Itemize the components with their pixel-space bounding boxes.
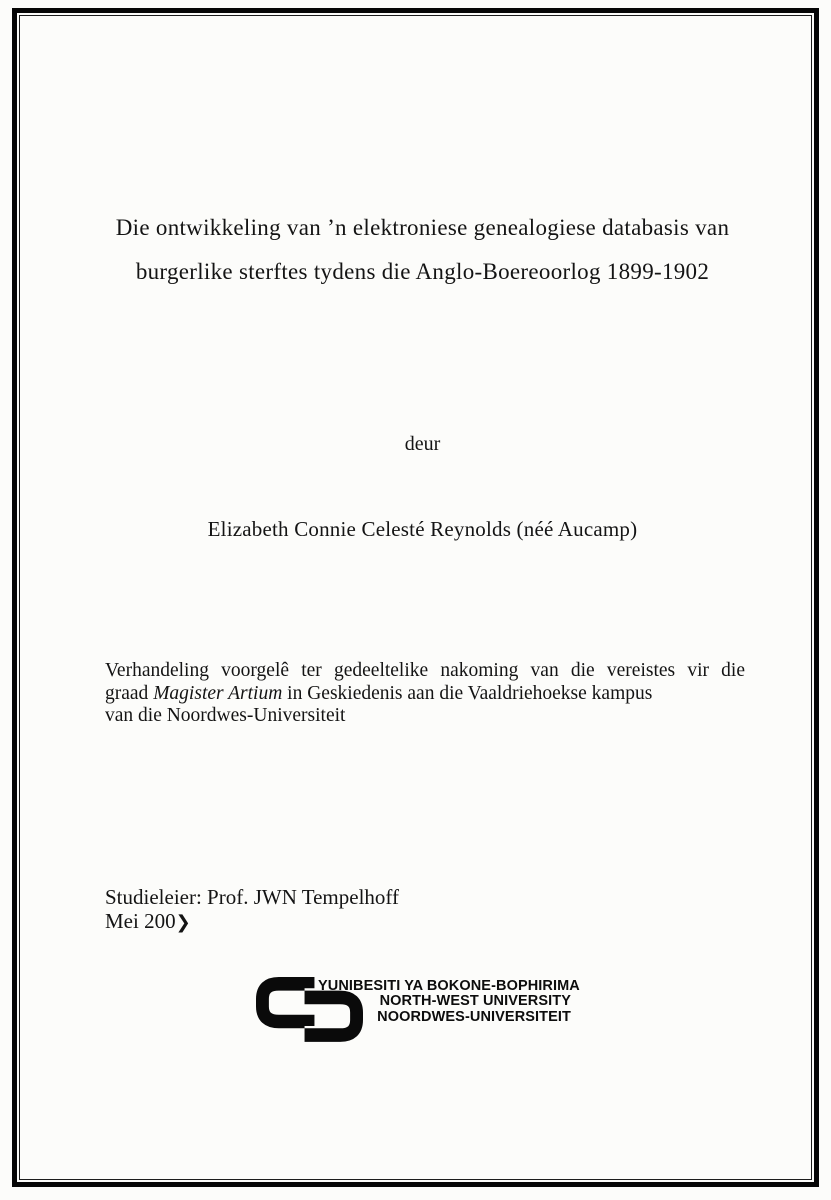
university-name-english: NORTH-WEST UNIVERSITY <box>379 993 571 1010</box>
university-name-setswana: YUNIBESITI YA BOKONE-BOPHIRIMA <box>318 978 580 994</box>
degree-name-italic: Magister Artium <box>153 682 283 704</box>
university-wordmark <box>318 978 580 1025</box>
statement-line-2 <box>105 683 745 706</box>
submission-statement <box>105 660 745 728</box>
author-name: Elizabeth Connie Celesté Reynolds (néé Aucamp) <box>207 517 638 541</box>
title-line-1: Die ontwikkeling van ’n elektroniese genealogiese databasis van <box>115 215 730 240</box>
date-line <box>105 910 399 935</box>
date-text: Mei 200 <box>105 908 176 933</box>
statement-line-2-prefix: graad <box>105 682 154 704</box>
statement-line-3: van die Noordwes-Universiteit <box>105 705 346 726</box>
statement-line-1: Verhandeling voorgelê ter gedeeltelike nakoming van die vereistes vir die <box>105 660 745 681</box>
statement-line-2-suffix: in Geskiedenis aan die Vaaldriehoekse kampus <box>282 682 653 704</box>
date-last-digit-glyph: ❯ <box>175 911 191 933</box>
supervisor-line: Studieleier: Prof. JWN Tempelhoff <box>105 885 400 909</box>
byline-label: deur <box>404 433 441 455</box>
supervisor-block <box>105 886 399 934</box>
university-logo <box>256 977 580 1053</box>
title-line-2: burgerlike sterftes tydens die Anglo-Boereoorlog 1899-1902 <box>135 259 710 284</box>
thesis-title <box>16 206 829 294</box>
university-name-afrikaans: NOORDWES-UNIVERSITEIT <box>377 1008 571 1025</box>
